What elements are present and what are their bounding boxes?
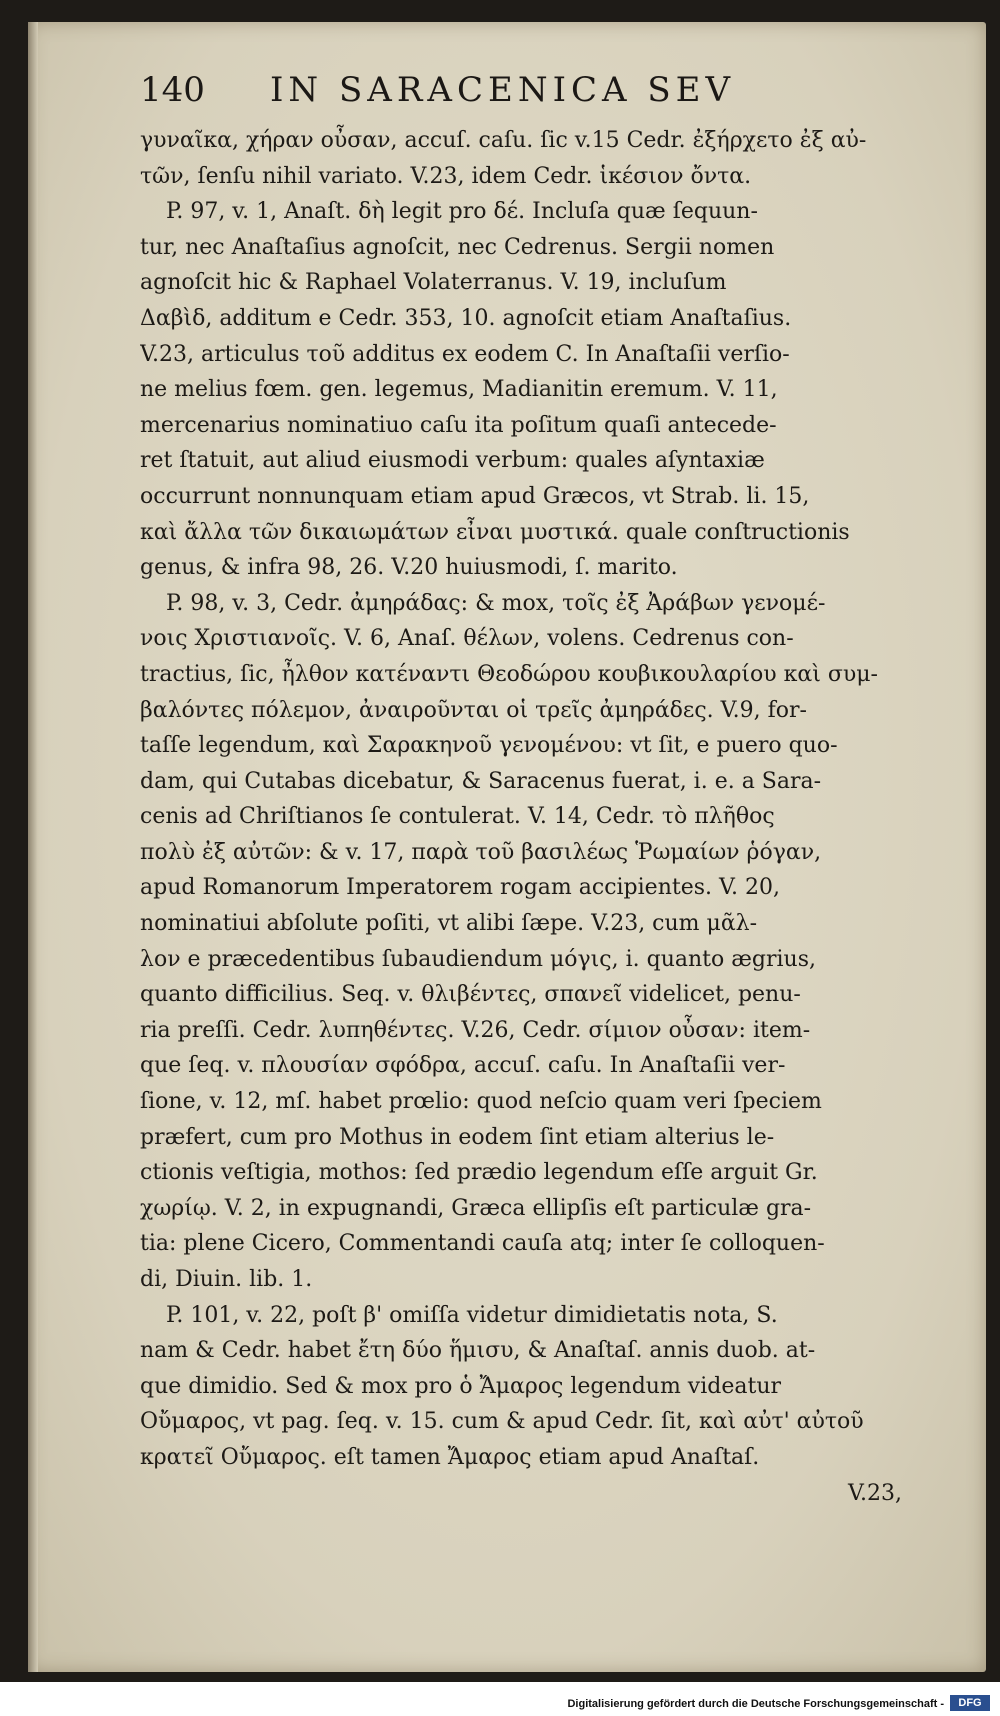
text-line: P. 101, v. 22, poſt β' omiſſa videtur dimidietatis nota, S. <box>166 1302 778 1328</box>
text-line: χωρίῳ. V. 2, in expugnandi, Græca ellipſis eſt particulæ gra- <box>140 1195 812 1221</box>
text-line: tia: plene Cicero, Commentandi cauſa atq; inter ſe colloquen- <box>140 1231 825 1257</box>
text-line: λον e præcedentibus ſubaudiendum μόγις, i. quanto ægrius, <box>140 946 816 972</box>
text-line: ret ſtatuit, aut aliud eiusmodi verbum: quales aſyntaxiæ <box>140 448 765 474</box>
text-line: P. 97, v. 1, Anaſt. δὴ legit pro δέ. Incluſa quæ ſequun- <box>166 199 758 225</box>
text-line: nominatiui abſolute poſiti, vt alibi ſæpe. V.23, cum μᾶλ- <box>140 911 758 937</box>
text-line: καὶ ἄλλα τῶν δικαιωμάτων εἶναι μυστικά. quale conſtructionis <box>140 519 850 545</box>
text-line: γυναῖκα, χήραν οὖσαν, accuſ. caſu. ſic v.15 Cedr. ἐξήρχετο ἐξ αὐ- <box>140 128 867 153</box>
text-line: cenis ad Chriſtianos ſe contulerat. V. 14, Cedr. τὸ πλῆθος <box>140 804 775 830</box>
text-line: tractius, ſic, ἦλθον κατέναντι Θεοδώρου κουβικουλαρίου καὶ συμ- <box>140 661 878 687</box>
text-line: mercenarius nominatiuo caſu ita poſitum quaſi antecede- <box>140 412 777 438</box>
text-line: nam & Cedr. habet ἔτη δύο ἥμισυ, & Anaſtaſ. annis duob. at- <box>140 1338 816 1364</box>
body-text <box>140 123 930 1511</box>
text-line: que dimidio. Sed & mox pro ὁ Ἄμαρος legendum videatur <box>140 1373 782 1399</box>
text-line: que ſeq. v. πλουσίαν σφόδρα, accuſ. caſu. In Anaſtaſii ver- <box>140 1053 786 1079</box>
page-number: 140 <box>140 70 205 110</box>
running-head-title: IN SARACENICA SEV <box>270 70 736 110</box>
text-line: V.23, articulus τοῦ additus ex eodem C. In Anaſtaſii verſio- <box>140 341 790 367</box>
text-line: Οὔμαρος, vt pag. ſeq. v. 15. cum & apud Cedr. ſit, καὶ αὐτ' αὐτοῦ <box>140 1409 864 1435</box>
running-head <box>140 70 840 110</box>
text-line: P. 98, v. 3, Cedr. ἀμηράδας: & mox, τοῖς ἐξ Ἀράβων γενομέ- <box>166 590 826 616</box>
text-line: τῶν, ſenſu nihil variato. V.23, idem Cedr. ἱκέσιον ὄντα. <box>140 163 752 189</box>
text-line: agnoſcit hic & Raphael Volaterranus. V. 19, incluſum <box>140 270 727 296</box>
catchword: V.23, <box>847 1480 902 1506</box>
text-line: κρατεῖ Οὔμαρος. eſt tamen Ἄμαρος etiam apud Anaſtaſ. <box>140 1444 760 1470</box>
text-line: νοις Χριστιανοῖς. V. 6, Anaſ. θέλων, volens. Cedrenus con- <box>140 626 794 652</box>
funding-notice: Digitalisierung gefördert durch die Deutsche Forschungsgemeinschaft - <box>567 1698 944 1710</box>
dfg-logo: DFG <box>950 1695 990 1711</box>
text-line: πολὺ ἐξ αὐτῶν: & v. 17, παρὰ τοῦ βασιλέως Ῥωμαίων ῥόγαν, <box>140 839 822 865</box>
text-line: occurrunt nonnunquam etiam apud Græcos, vt Strab. li. 15, <box>140 483 810 509</box>
footer-bar <box>0 1682 1000 1716</box>
text-line: tur, nec Anaſtaſius agnoſcit, nec Cedrenus. Sergii nomen <box>140 234 775 260</box>
text-line: βαλόντες πόλεμον, ἀναιροῦνται οἱ τρεῖς ἀμηράδες. V.9, for- <box>140 697 807 723</box>
text-line: taſſe legendum, καὶ Σαρακηνοῦ γενομένου: vt ſit, e puero quo- <box>140 733 838 759</box>
page-edge <box>28 22 38 1672</box>
text-line: apud Romanorum Imperatorem rogam accipientes. V. 20, <box>140 875 781 901</box>
text-line: Δαβὶδ, additum e Cedr. 353, 10. agnoſcit etiam Anaſtaſius. <box>140 305 792 331</box>
text-line: di, Diuin. lib. 1. <box>140 1267 313 1292</box>
text-line: dam, qui Cutabas dicebatur, & Saracenus fuerat, i. e. a Sara- <box>140 768 822 794</box>
text-line: ne melius fœm. gen. legemus, Madianitin eremum. V. 11, <box>140 377 778 403</box>
text-line: quanto difficilius. Seq. v. θλιβέντες, σπανεῖ videlicet, penu- <box>140 982 801 1008</box>
text-line: ria preſſi. Cedr. λυπηθέντες. V.26, Cedr. σίμιον οὖσαν: item- <box>140 1017 811 1043</box>
text-line: ctionis veſtigia, mothos: ſed prædio legendum eſſe arguit Gr. <box>140 1160 818 1186</box>
text-line: præfert, cum pro Mothus in eodem ſint etiam alterius le- <box>140 1124 775 1150</box>
text-line: ſione, v. 12, mſ. habet prœlio: quod neſcio quam veri ſpeciem <box>140 1089 822 1115</box>
text-line: genus, & infra 98, 26. V.20 huiusmodi, ſ. marito. <box>140 555 678 581</box>
